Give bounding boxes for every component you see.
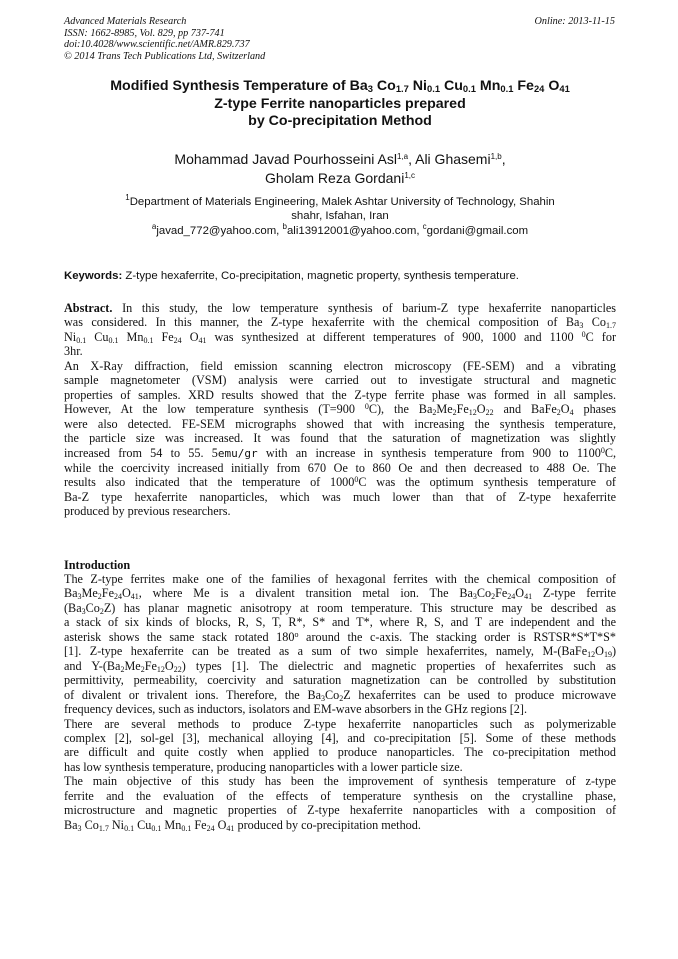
copyright-line: © 2014 Trans Tech Publications Ltd, Switzerland [64, 50, 266, 62]
introduction-body: The Z-type ferrites make one of the families of hexagonal ferrites with the chemical composition of $Ba_3Me_2Fe_{24}O_{41}$, where Me is a divalent transition metal ion. The $Ba_3Co_2Fe_{24}O_{41}$ Z-type ferrite $(Ba_3Co_2Z)$ has planar magnetic anisotropy at room temperature. This structure may be described as a stack of six kinds of blocks, R, S, T, R*, S* and T*, where R, S, and T are independent and the asterisk shows the same stack rotated 180$^o$ around the c-axis. The stacking order is RSTSR*S*T*S* [1]. Z-type hexaferrite can be treated as a sum of two simple hexaferrites, namely, $M-(BaFe_{12}O_{19})$ and $Y-(Ba_2Me_2Fe_{12}O_{22})$ types [1]. The dielectric and magnetic properties of hexaferrites such as permittivity, permeability, coercivity and saturation magnetization can be controlled by substitution of divalent or trivalent ions. Therefore, the $Ba_3Co_2Z$ hexaferrites can be used to produce microwave frequency devices, such as inductors, isolators and EM-wave absorbers in the GHz regions [2]. There are several methods to produce Z-type hexaferrite nanoparticles such as polymerizable complex [2], sol-gel [3], mechanical alloying [4], and co-precipitation [5]. Some of these methods are difficult and quite costly when applied to produce nanoparticles. The co-precipitation method has low synthesis temperature, producing nanoparticles with a lower particle size. The main objective of this study has been the improvement of synthesis temperature of z-type ferrite and the evaluation of the effects of temperature synthesis on the crystalline phase, microstructure and magnetic properties of Z-type hexaferrite nanoparticles with a composition of $Ba_3$ $Co_{1.7}$ $Ni_{0.1}$ $Cu_{0.1}$ $Mn_{0.1}$ $Fe_{24}$ $O_{41}$ produced by co-precipitation method. [64, 572, 616, 833]
affiliation: $^1$Department of Materials Engineering, Malek Ashtar University of Technology, Shahin shahr, Isfahan, Iran [125, 193, 555, 222]
doi-line: doi:10.4028/www.scientific.net/AMR.829.737 [64, 39, 250, 51]
introduction-heading: Introduction [64, 558, 131, 572]
author-name: Gholam Reza Gordani [265, 170, 405, 186]
author-name: Mohammad Javad Pourhosseini Asl [174, 151, 397, 167]
abstract-label: Abstract. [64, 301, 113, 315]
email-link[interactable]: javad_772@yahoo.com, [156, 225, 283, 237]
author-emails: $^a$javad_772@yahoo.com, $^b$ali13912001@yahoo.com, $^c$gordani@gmail.com [151, 222, 529, 237]
abstract: Abstract. In this study, the low temperature synthesis of barium-Z type hexaferrite nanoparticles was considered. In this manner, the Z-type hexaferrite with the chemical composition of $Ba_3$ $Co_{1.7}$ $Ni_{0.1}$ $Cu_{0.1}$ $Mn_{0.1}$ $Fe_{24}$ $O_{41}$ was synthesized at different temperatures of 900, 1000 and 1100 $^0$C for 3hr. An X-Ray diffraction, field emission scanning electron microscopy (FE-SEM) and a vibrating sample magnetometer (VSM) analysis were carried out to investigate structural and magnetic properties of samples. XRD results showed that the Z-type ferrite phase was formed in all samples. However, At the low temperature synthesis (T=900 $^0$C), the $Ba_2Me_2Fe_{12}O_{22}$ and $BaFe_2O_4$ phases were also detected. FE-SEM micrographs showed that with increasing the synthesis temperature, the particle size was increased. It was found that the saturation of magnetization was slightly increased from 54 to 55. 5emu/gr with an increase in synthesis temperature from 900 to 1100$^0$C, while the coercivity increased initially from 670 Oe to 860 Oe and then decreased to 488 Oe. The results also indicated that the temperature of 1000$^0$C was the optimum synthesis temperature of Ba-Z type hexaferrite nanoparticles, which was much lower than that of Z-type hexaferrite produced by previous researchers. [64, 301, 617, 519]
issn-line: ISSN: 1662-8985, Vol. 829, pp 737-741 [64, 27, 225, 39]
keywords-label: Keywords: [64, 270, 123, 282]
author-name: , Ali Ghasemi [408, 151, 491, 167]
email-link[interactable]: gordani@gmail.com [426, 225, 529, 237]
title-line-1: Modified Synthesis Temperature of $Ba_3$ $Co_{1.7}$ $Ni_{0.1}$ $Cu_{0.1}$ $Mn_{0.1}$ $Fe_{24}$ $O_{41}$ [110, 78, 570, 94]
journal-name: Advanced Materials Research [64, 16, 187, 27]
title-line-3: by Co-precipitation Method [248, 113, 432, 129]
title-line-2: Z-type Ferrite nanoparticles prepared [214, 95, 466, 112]
author-list: Mohammad Javad Pourhosseini Asl$^{1,a}$, Ali Ghasemi$^{1,b}$, Gholam Reza Gordani$^{1,c}$ [174, 151, 506, 186]
paper-title [60, 78, 620, 131]
email-link[interactable]: ali13912001@yahoo.com, [286, 225, 423, 237]
keywords: Keywords: Z-type hexaferrite, Co-precipitation, magnetic property, synthesis temperature. [64, 270, 519, 282]
journal-header [64, 16, 265, 62]
online-date: Online: 2013-11-15 [534, 16, 615, 27]
